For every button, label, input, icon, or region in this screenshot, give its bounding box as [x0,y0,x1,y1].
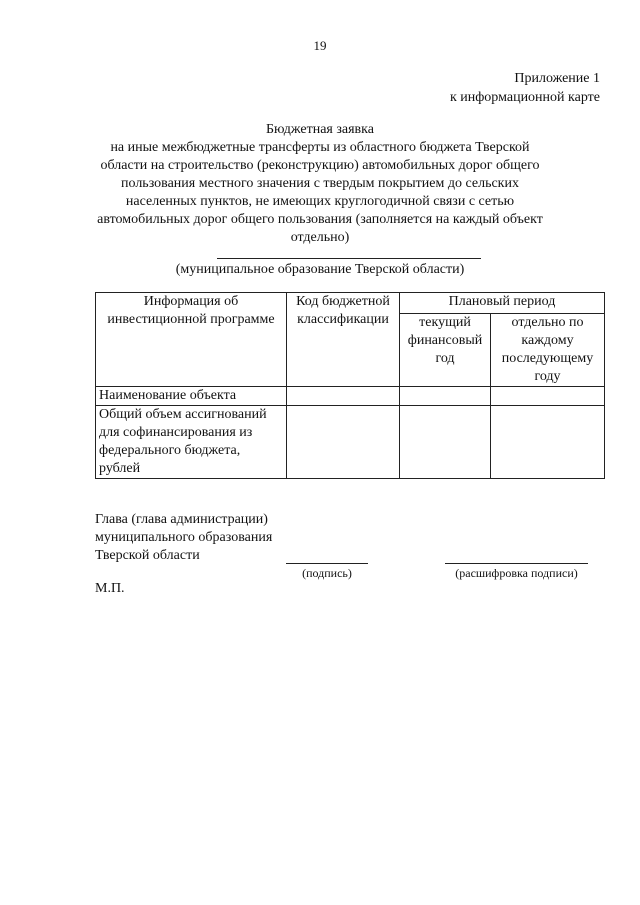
title-line-2: области на строительство (реконструкцию) автомобильных дорог общего [100,158,540,173]
signature-decoding-blank-line [445,563,588,564]
appendix-line-2: к информационной карте [449,90,600,105]
page-number: 19 [313,38,327,53]
object-name-label-cell: Наименование объекта [96,387,287,406]
signature-blank-line [286,563,368,564]
title-line-5: автомобильных дорог общего пользования (заполняется на каждый объект [97,212,543,227]
header-period-cell: Плановый период [400,293,605,314]
object-name-next-cell [491,387,605,406]
total-amount-label-cell: Общий объем ассигнований для софинансирования из федерального бюджета, рублей [96,406,287,479]
title-line-6: отдельно) [290,230,350,245]
document-title [60,121,580,247]
budget-table [95,292,605,479]
total-amount-code-cell [287,406,400,479]
header-info-cell: Информация об инвестиционной программе [96,293,287,387]
header-current-year-cell: текущий финансовый год [400,314,491,387]
signatory-line-3: Тверской области [95,548,200,563]
signature-caption: (подпись) [302,566,352,580]
header-each-next-year-cell: отдельно по каждому последующему году [491,314,605,387]
title-line-3: пользования местного значения с твердым покрытием до сельских [121,176,519,191]
municipality-caption: (муниципальное образование Тверской области) [175,262,465,277]
table-row [96,387,605,406]
object-name-code-cell [287,387,400,406]
object-name-current-cell [400,387,491,406]
header-code-cell: Код бюджетной классификации [287,293,400,387]
signatory-line-1: Глава (глава администрации) [95,512,268,527]
appendix-reference [450,69,600,107]
title-heading: Бюджетная заявка [266,122,374,137]
signature-decoding-caption: (расшифровка подписи) [455,566,578,580]
municipality-blank-line [217,258,481,259]
seal-placeholder: М.П. [95,581,125,596]
signatory-block [95,511,272,565]
signatory-line-2: муниципального образования [95,530,273,545]
total-amount-current-cell [400,406,491,479]
title-line-1: на иные межбюджетные трансферты из областного бюджета Тверской [110,140,530,155]
table-header-row [96,293,605,314]
total-amount-next-cell [491,406,605,479]
title-line-4: населенных пунктов, не имеющих круглогодичной связи с сетью [125,194,515,209]
table-row [96,406,605,479]
appendix-line-1: Приложение 1 [514,71,600,86]
